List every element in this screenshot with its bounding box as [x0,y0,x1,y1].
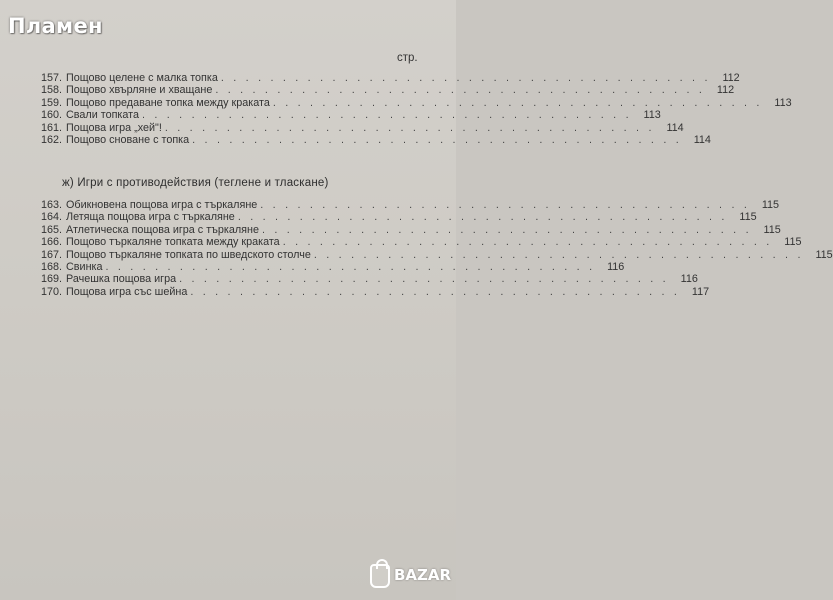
entry-title: Атлетическа пощова игра с търкаляне [66,223,259,236]
entry-page: 115 [763,223,781,236]
entry-page: 115 [761,199,780,211]
dot-leader: . . . . . . . . . . . . . . . . . . . . . . . . . . . . . . . . . . . . . . . . [220,72,711,84]
section-heading: ж) Игри с противодействия (теглене и тласкане) [62,177,329,189]
entry-page: 114 [693,133,711,146]
entry-title: Пощово хвърляне и хващане [66,84,213,97]
page-column-label: стр. [397,52,418,64]
dot-leader: . . . . . . . . . . . . . . . . . . . . . . . . . . . . . . . . . . . . . . . . [261,223,752,236]
entry-page: 113 [774,96,792,109]
toc-entry [28,211,757,224]
entry-title: Рачешка пощова игра [66,273,177,286]
dot-leader: . . . . . . . . . . . . . . . . . . . . . . . . . . . . . . . . . . . . . . . . [164,121,655,134]
entry-title: Пощово целене с малка топка [66,72,218,84]
toc-entry [28,285,710,298]
entry-title: Пощова игра „хей"! [66,121,162,134]
shopping-bag-icon [370,564,390,588]
entry-title: Пощово предаване топка между краката [66,96,270,109]
toc-entry [28,260,625,273]
entry-page: 117 [691,285,710,298]
dot-leader: . . . . . . . . . . . . . . . . . . . . . . . . . . . . . . . . . . . . . . . . [260,199,751,211]
dot-leader: . . . . . . . . . . . . . . . . . . . . . . . . . . . . . . . . . . . . . . . . [237,211,728,224]
toc-entry [28,199,780,211]
entry-title: Пощово търкаляне топката по шведското столче [66,248,311,261]
entry-number: 161. [40,121,62,134]
entry-title: Обикновена пощова игра с търкаляне [66,199,258,211]
toc-entry [28,96,792,109]
entry-number: 169. [40,273,62,286]
entry-page: 112 [722,72,740,84]
dot-leader: . . . . . . . . . . . . . . . . . . . . . . . . . . . . . . . . . . . . . . . . [313,248,804,261]
entry-number: 165. [40,223,62,236]
dot-leader: . . . . . . . . . . . . . . . . . . . . . . . . . . . . . . . . . . . . . . . . [179,273,669,286]
dot-leader: . . . . . . . . . . . . . . . . . . . . . . . . . . . . . . . . . . . . . . . . [282,236,773,249]
entry-number: 160. [40,109,62,122]
dot-leader: . . . . . . . . . . . . . . . . . . . . . . . . . . . . . . . . . . . . . . . . [272,96,763,109]
entry-title: Свали топката [66,109,139,122]
toc-entry [28,109,661,122]
toc-entry [28,133,711,146]
entry-page: 115 [784,236,802,249]
toc-entry [28,121,684,134]
toc-entry [28,248,833,261]
dot-leader: . . . . . . . . . . . . . . . . . . . . . . . . . . . . . . . . . . . . . . . . [192,133,682,146]
dot-leader: . . . . . . . . . . . . . . . . . . . . . . . . . . . . . . . . . . . . . . . . [190,285,681,298]
entry-page: 116 [680,273,698,286]
entry-page: 116 [607,260,625,273]
entry-number: 168. [40,260,62,273]
entry-number: 162. [40,133,62,146]
entry-number: 170. [40,285,62,298]
toc-entry [28,223,781,236]
entry-number: 164. [40,211,62,224]
entry-page: 113 [643,109,661,122]
entry-title: Свинка [66,260,103,273]
dot-leader: . . . . . . . . . . . . . . . . . . . . . . . . . . . . . . . . . . . . . . . . [215,84,706,97]
entry-title: Пощова игра със шейна [66,285,188,298]
entry-number: 157. [40,72,62,84]
entry-number: 163. [40,199,62,211]
bazar-watermark-text: BAZAR [394,566,452,584]
entry-page: 114 [666,121,684,134]
toc-entry [28,72,740,84]
dot-leader: . . . . . . . . . . . . . . . . . . . . . . . . . . . . . . . . . . . . . . . . [141,109,632,122]
toc-entry [28,273,698,286]
toc-group-2 [28,199,833,298]
entry-number: 159. [40,96,62,109]
entry-number: 166. [40,236,62,249]
entry-title: Пощово сноване с топка [66,133,190,146]
toc-entry [28,84,735,97]
entry-title: Пощово търкаляне топката между краката [66,236,280,249]
entry-page: 112 [716,84,735,97]
toc-group-1 [28,72,792,146]
entry-page: 115 [739,211,757,224]
bazar-watermark [370,562,450,594]
dot-leader: . . . . . . . . . . . . . . . . . . . . . . . . . . . . . . . . . . . . . . . . [105,260,596,273]
toc-entry [28,236,802,249]
entry-number: 167. [40,248,62,261]
seller-watermark: Пламен [8,14,103,38]
entry-page: 115 [815,248,833,261]
entry-title: Летяща пощова игра с търкаляне [66,211,235,224]
entry-number: 158. [40,84,62,97]
